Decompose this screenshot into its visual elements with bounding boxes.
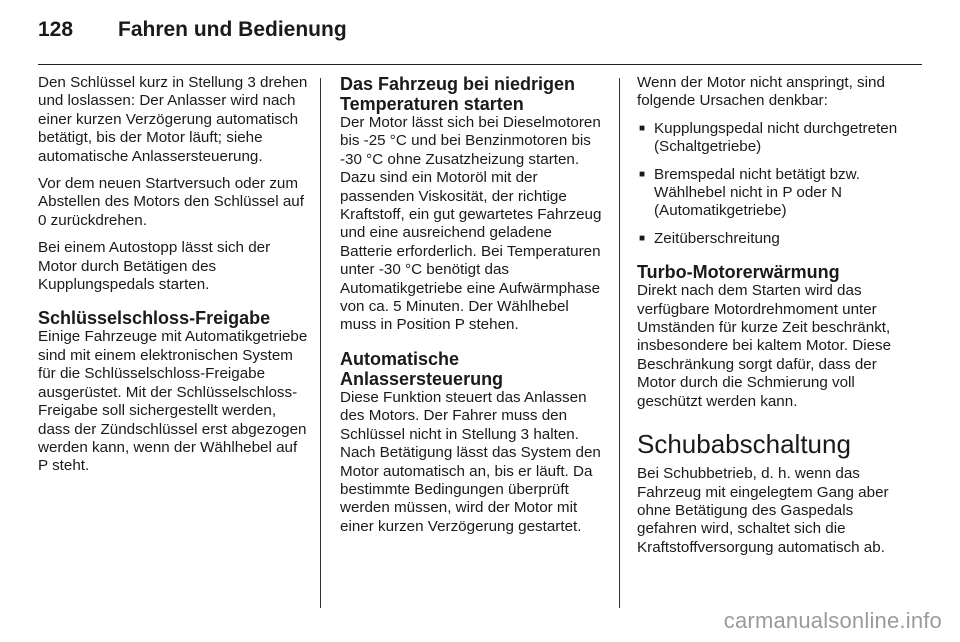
paragraph-cold-start: Der Motor lässt sich bei Dieselmotoren bis -25 °C und bei Benzinmotoren bis -30 °C ohne Zusatzheizung starten. Dazu sind ein Motoröl mit der passenden Viskosität, der richtige Kraftstoff, ein gut gewartetes Fahrzeug und eine ausreichend geladene Batterie erforderlich. Bei Temperaturen unter -30 °C benötigt das Automatikgetriebe eine Aufwärmphase von ca. 5 Minuten. Der Wählhebel muss in Position P stehen. [340,114,602,334]
column-1 [38,74,310,485]
heading-auto-starter: Automatische Anlassersteuerung [340,348,504,389]
paragraph-autostop: Bei einem Autostopp lässt sich der Motor durch Betätigen des Kupplungspedals starten. [38,239,271,294]
list-item: ■ Bremspedal nicht betätigt bzw. Wählhebel nicht in P oder N (Automatikgetriebe) [637,166,905,221]
causes-list [637,120,905,248]
paragraph-schub: Bei Schubbetrieb, d. h. wenn das Fahrzeug mit eingelegtem Gang aber ohne Betätigung des Gaspedals gefahren wird, schaltet sich die Kraftstoffversorgung automatisch ab. [637,465,889,556]
paragraph-start-key: Den Schlüssel kurz in Stellung 3 drehen und loslassen: Der Anlasser wird nach einer kurzen Verzögerung automatisch betätigt, bis der Motor läuft; siehe automatische Anlassersteuerung. [38,74,308,165]
heading-cold-start: Das Fahrzeug bei niedrigen Temperaturen starten [340,74,576,114]
column-divider-1 [320,78,321,608]
paragraph-turbo: Direkt nach dem Starten wird das verfügbare Motordrehmoment unter Umständen für kurze Zeit beschränkt, insbesondere bei kaltem Motor. Diese Beschränkung sorgt dafür, dass der Motor durch die Schmierung voll geschützt werden kann. [637,282,892,410]
paragraph-restart: Vor dem neuen Startversuch oder zum Abstellen des Motors den Schlüssel auf 0 zurückdrehen. [38,175,304,229]
list-item: ■ Kupplungspedal nicht durchgetreten (Schaltgetriebe) [637,120,905,157]
heading-turbo: Turbo-Motorerwärmung [637,262,840,283]
page-header [38,18,347,48]
paragraph-auto-starter: Diese Funktion steuert das Anlassen des Motors. Der Fahrer muss den Schlüssel nicht in Stellung 3 halten. Nach Betätigung lässt das System den Motor automatisch an, bis er läuft. Da bestimmte Bedingungen überprüft werden müssen, wird der Motor mit einer kurzen Verzögerung gestartet. [340,388,601,535]
page-title: Fahren und Bedienung [118,18,347,41]
heading-schubabschaltung: Schubabschaltung [637,429,851,460]
paragraph-no-start: Wenn der Motor nicht anspringt, sind folgende Ursachen denkbar: [637,74,885,110]
column-3 [637,74,905,566]
list-item: ■ Zeitüberschreitung [637,230,905,248]
watermark-brand: carmanualsonline.info [723,608,942,633]
header-divider [38,64,922,65]
page-number: 128 [38,18,74,41]
paragraph-key-release: Einige Fahrzeuge mit Automatikgetriebe sind mit einem elektronischen System für die Schlüsselschloss-Freigabe ausgerüstet. Mit der Schlüsselschloss-Freigabe soll sichergestellt werden, dass der Zündschlüssel erst abgezogen werden kann, wenn der Wählhebel auf P steht. [38,328,308,475]
column-2 [340,74,604,545]
column-divider-2 [619,78,620,608]
heading-key-release: Schlüsselschloss-Freigabe [38,308,271,329]
